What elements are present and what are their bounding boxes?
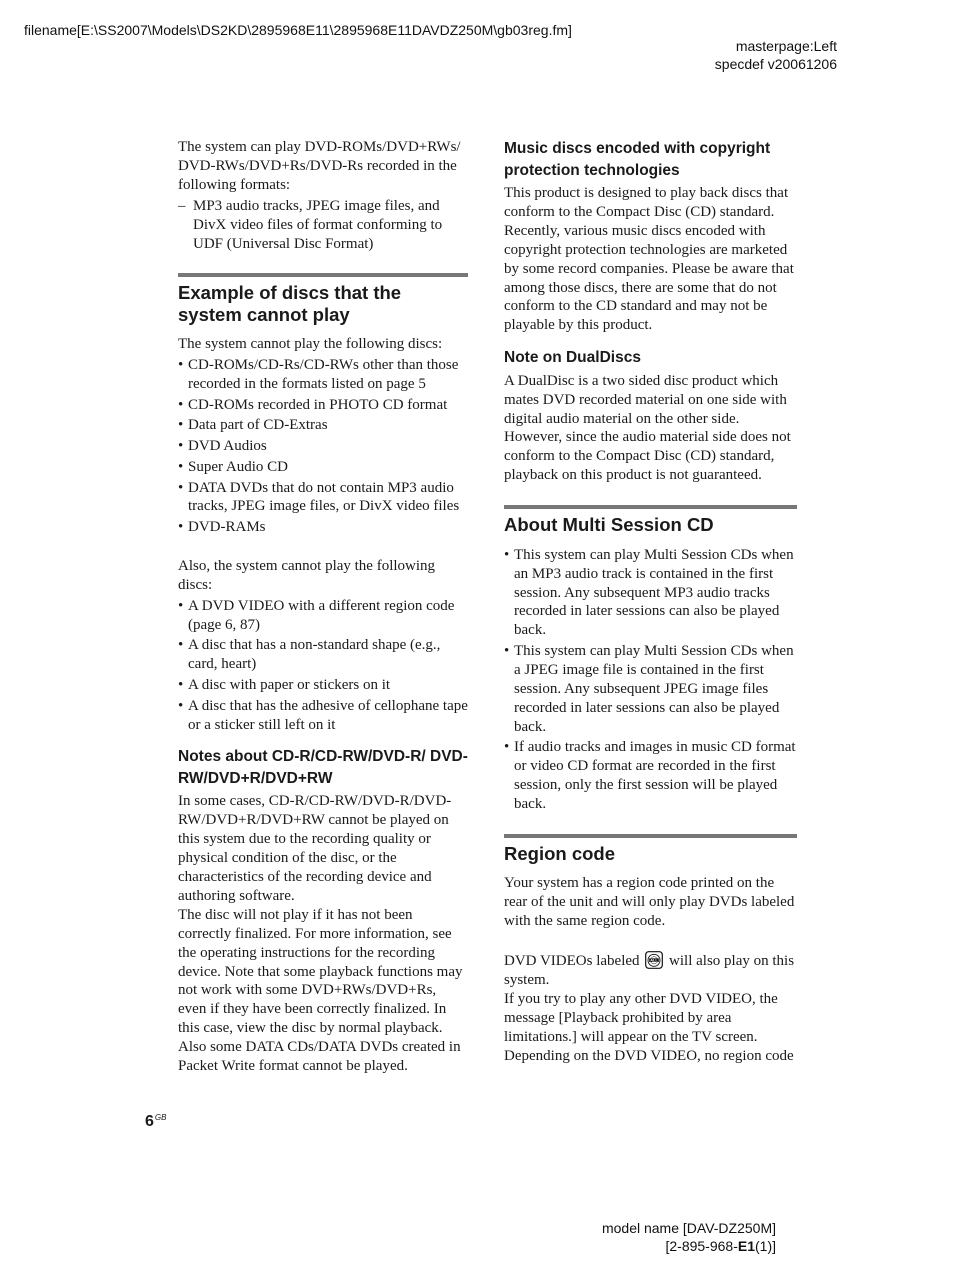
music-discs-heading: Music discs encoded with copyright protection technologies <box>504 140 771 179</box>
multi-session-list <box>504 546 797 814</box>
region-paragraph-3: If you try to play any other DVD VIDEO, the message [Playback prohibited by area limitations.] will appear on the TV screen. Depending on the DVD VIDEO, no region code <box>504 991 794 1064</box>
list-item: • CD-ROMs/CD-Rs/CD-RWs other than those recorded in the formats listed on page 5 <box>178 356 468 394</box>
code-prefix: [2-895-968- <box>665 1238 738 1254</box>
list-item: • Data part of CD-Extras <box>178 416 468 435</box>
multi-session-heading: About Multi Session CD <box>504 505 797 536</box>
filename-label: filename[E:\SS2007\Models\DS2KD\2895968E11\2895968E11DAVDZ250M\gb03reg.fm] <box>24 22 572 38</box>
notes-paragraph-1: In some cases, CD-R/CD-RW/DVD-R/DVD-RW/DVD+R/DVD+RW cannot be played on this system due to the recording quality or physical condition of the disc, or the characteristics of the recording device and authoring software. <box>178 793 452 904</box>
list-item: • DATA DVDs that do not contain MP3 audio tracks, JPEG image files, or DivX video files <box>178 479 468 517</box>
list-item: • DVD-RAMs <box>178 518 468 537</box>
code-bold: E1 <box>737 1238 755 1254</box>
page-number <box>145 1113 166 1131</box>
region-code-heading: Region code <box>504 834 797 865</box>
model-info <box>602 1219 776 1255</box>
notes-recordable-heading: Notes about CD-R/CD-RW/DVD-R/ DVD-RW/DVD+R/DVD+RW <box>178 748 468 787</box>
also-cannot-list <box>178 597 468 735</box>
region-text-a: DVD VIDEOs labeled <box>504 953 640 970</box>
model-name-label: model name [DAV-DZ250M] <box>601 1220 776 1236</box>
list-item: • Super Audio CD <box>178 458 468 477</box>
list-item: • A disc with paper or stickers on it <box>178 676 468 695</box>
dualdisc-heading: Note on DualDiscs <box>504 349 641 367</box>
also-cannot-intro: Also, the system cannot play the following discs: <box>178 558 436 593</box>
list-item: • This system can play Multi Session CDs when an MP3 audio track is contained in the first session. Any subsequent MP3 audio tracks recorded in later sessions can also be played back. <box>504 546 797 641</box>
list-item: • A disc that has a non-standard shape (e.g., card, heart) <box>178 636 468 674</box>
specdef-label: specdef v20061206 <box>714 56 837 72</box>
list-item: • CD-ROMs recorded in PHOTO CD format <box>178 396 468 415</box>
list-item: • If audio tracks and images in music CD format or video CD format are recorded in the first session, only the first session will be played back. <box>504 738 797 814</box>
masterpage-label: masterpage:Left <box>735 38 837 54</box>
list-item: • A disc that has the adhesive of cellophane tape or a sticker still left on it <box>178 697 468 735</box>
svg-text:ALL: ALL <box>650 958 658 963</box>
masterpage-info <box>715 37 837 73</box>
region-paragraph-2 <box>504 951 797 990</box>
list-item: • A DVD VIDEO with a different region code (page 6, 87) <box>178 597 468 635</box>
list-item: • This system can play Multi Session CDs when a JPEG image file is contained in the first session. Any subsequent JPEG image files recorded in later sessions can also be played back. <box>504 642 797 737</box>
intro-paragraph: The system can play DVD-ROMs/DVD+RWs/ DVD-RWs/DVD+Rs/DVD-Rs recorded in the following formats: <box>178 139 461 193</box>
intro-list <box>178 197 468 254</box>
cannot-play-heading: Example of discs that the system cannot play <box>178 273 468 325</box>
region-paragraph-1: Your system has a region code printed on the rear of the unit and will only play DVDs labeled with the same region code. <box>504 875 795 930</box>
dualdisc-paragraph: A DualDisc is a two sided disc product which mates DVD recorded material on one side with digital audio material on the other side. However, since the audio material side does not conform to the Compact Disc (CD) standard, playback on this product is not guaranteed. <box>504 372 791 484</box>
code-suffix: (1)] <box>755 1238 776 1254</box>
part-code-label <box>602 1237 776 1255</box>
left-column <box>178 138 468 1076</box>
page-number-value: 6 <box>145 1113 154 1130</box>
page-number-suffix: GB <box>154 1113 167 1122</box>
cannot-play-list <box>178 356 468 537</box>
cannot-play-intro: The system cannot play the following discs: <box>178 336 443 353</box>
list-item: – MP3 audio tracks, JPEG image files, and DivX video files of format conforming to UDF (Universal Disc Format) <box>178 197 468 254</box>
list-item: • DVD Audios <box>178 437 468 456</box>
region-text-b: will also play on this system. <box>504 953 795 989</box>
notes-paragraph-2: The disc will not play if it has not been correctly finalized. For more information, see the operating instructions for the recording device. Note that some playback functions may not work with some DVD+RWs/DVD+Rs, even if they have been correctly finalized. In this case, view the disc by normal playback. Also some DATA CDs/DATA DVDs created in Packet Write format cannot be played. <box>178 906 463 1075</box>
music-discs-paragraph: This product is designed to play back discs that conform to the Compact Disc (CD) standard. Recently, various music discs encoded with copyright protection technologies are marketed by some record companies. Please be aware that among those discs, there are some that do not conform to the CD standard and may not be playable by this product. <box>504 185 794 334</box>
region-all-icon <box>645 951 663 969</box>
right-column <box>504 138 797 1066</box>
